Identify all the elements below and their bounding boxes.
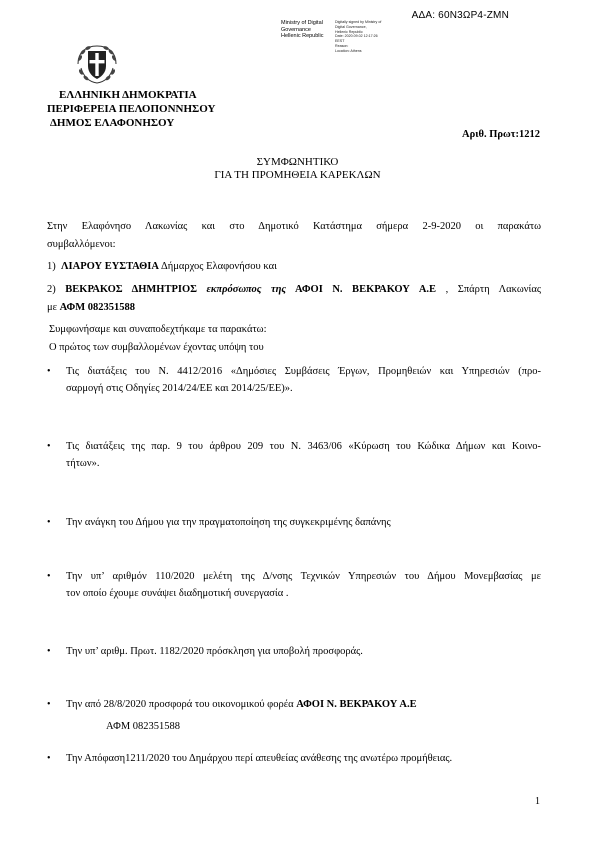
list-item-text: Την Απόφαση1211/2020 του Δημάρχου περί απευθείας ανάθεσης της ανωτέρω προμήθειας. bbox=[66, 753, 453, 764]
party-number: 1) bbox=[47, 261, 56, 272]
bullet-icon: • bbox=[47, 571, 51, 582]
page-number: 1 bbox=[535, 796, 540, 807]
document-title: ΣΥΜΦΩΝΗΤΙΚΟ bbox=[256, 156, 339, 168]
list-item bbox=[47, 514, 541, 532]
signature-detail-line: EEST bbox=[335, 39, 345, 44]
bullet-icon: • bbox=[47, 646, 51, 657]
signature-detail-line: Digitally signed by Ministry of bbox=[335, 20, 382, 24]
protocol-number: Αριθ. Πρωτ:1212 bbox=[462, 129, 540, 140]
signature-detail-line: Reason: bbox=[335, 43, 349, 48]
first-party-statement: Ο πρώτος των συμβαλλομένων έχοντας υπόψη του bbox=[49, 342, 264, 353]
afm-prefix: με bbox=[47, 302, 60, 313]
afm-number: ΑΦΜ 082351588 bbox=[59, 302, 135, 313]
ada-code: ΑΔΑ: 60Ν3ΩΡ4-ΖΜΝ bbox=[411, 10, 509, 21]
list-item bbox=[47, 643, 541, 661]
party-1 bbox=[47, 258, 541, 275]
party-name: ΒΕΚΡΑΚΟΣ ΔΗΜΗΤΡΙΟΣ bbox=[65, 284, 197, 295]
list-item bbox=[47, 363, 541, 399]
list-item-text: τον οποίο έχουμε συνάψει διαδημοτική συνεργασία . bbox=[66, 588, 289, 599]
list-item-text: Τις διατάξεις της παρ. 9 του άρθρου 209 του Ν. 3463/06 «Κύρωση του Κώδικα Δήμων και Κοινο- bbox=[66, 441, 541, 452]
region-name: ΠΕΡΙΦΕΡΕΙΑ ΠΕΛΟΠΟΝΝΗΣΟΥ bbox=[47, 103, 216, 115]
bullet-icon: • bbox=[47, 753, 51, 764]
signature-issuer bbox=[281, 20, 324, 40]
list-item bbox=[47, 438, 541, 474]
digital-signature-block bbox=[281, 20, 511, 62]
country-name: ΕΛΛΗΝΙΚΗ ΔΗΜΟΚΡΑΤΙΑ bbox=[59, 89, 197, 101]
signature-detail-line: Location: Athens bbox=[335, 48, 362, 53]
signature-issuer-line: Hellenic Republic bbox=[281, 33, 324, 39]
list-item-text: Την υπ’ αριθμόν 110/2020 μελέτη της Δ/νσης Τεχνικών Υπηρεσιών του Δήμου Μονεμβασίας με bbox=[66, 571, 541, 582]
document-subtitle: ΓΙΑ ΤΗ ΠΡΟΜΗΘΕΙΑ ΚΑΡΕΚΛΩΝ bbox=[214, 169, 381, 181]
list-item bbox=[47, 696, 541, 736]
signature-detail-line: Digital Governance, bbox=[335, 24, 367, 29]
hellenic-republic-emblem-icon bbox=[72, 38, 122, 88]
signature-detail-line: Hellenic Republic bbox=[335, 29, 363, 34]
intro-line: συμβαλλόμενοι: bbox=[47, 239, 116, 250]
list-item bbox=[47, 750, 541, 768]
agreement-statement: Συμφωνήσαμε και συναποδεχτήκαμε τα παρακάτω: bbox=[49, 324, 267, 335]
municipality-name: ΔΗΜΟΣ ΕΛΑΦΟΝΗΣΟΥ bbox=[50, 117, 175, 129]
bullet-icon: • bbox=[47, 366, 51, 377]
party-2-afm bbox=[47, 299, 541, 316]
bullet-icon: • bbox=[47, 699, 51, 710]
party-location: , Σπάρτη Λακωνίας bbox=[436, 284, 542, 295]
party-name: ΛΙΑΡΟΥ ΕΥΣΤΑΘΙΑ bbox=[61, 261, 159, 272]
list-item-text: Την ανάγκη του Δήμου για την πραγματοποίηση της συγκεκριμένης δαπάνης bbox=[66, 517, 391, 528]
bullet-icon: • bbox=[47, 517, 51, 528]
list-item-text-part: Την από 28/8/2020 προσφορά του οικονομικού φορέα bbox=[66, 699, 297, 710]
signature-issuer-line: Governance bbox=[281, 26, 311, 33]
signature-detail-line: Date: 2020.09.02 12:17:26 bbox=[335, 34, 378, 39]
party-role: εκπρόσωπος της bbox=[197, 284, 287, 295]
intro-line: Στην Ελαφόνησο Λακωνίας και στο Δημοτικό Κατάστημα σήμερα 2-9-2020 οι παρακάτω bbox=[47, 221, 541, 232]
signature-issuer-line: Ministry of Digital bbox=[281, 20, 323, 26]
party-number: 2) bbox=[47, 284, 56, 295]
list-item-text: τήτων». bbox=[66, 458, 100, 469]
list-item-text bbox=[66, 696, 541, 713]
company-name: ΑΦΟΙ Ν. ΒΕΚΡΑΚΟΥ Α.Ε bbox=[296, 699, 417, 710]
issuer-header bbox=[47, 88, 215, 130]
bullet-icon: • bbox=[47, 441, 51, 452]
list-item-text: Την υπ’ αριθμ. Πρωτ. 1182/2020 πρόσκληση για υποβολή προσφοράς. bbox=[66, 646, 363, 657]
party-2 bbox=[47, 281, 541, 298]
party-role: Δήμαρχος Ελαφονήσου και bbox=[158, 261, 277, 272]
list-item-text: σαρμογή στις Οδηγίες 2014/24/ΕΕ και 2014/25/ΕΕ)». bbox=[66, 383, 293, 394]
company-name: ΑΦΟΙ Ν. ΒΕΚΡΑΚΟΥ Α.Ε bbox=[286, 284, 437, 295]
afm-number: ΑΦΜ 082351588 bbox=[106, 721, 181, 732]
list-item bbox=[47, 568, 541, 604]
list-item-text: Τις διατάξεις του Ν. 4412/2016 «Δημόσιες Συμβάσεις Έργων, Προμηθειών και Υπηρεσιών (προ- bbox=[66, 366, 541, 377]
signature-details bbox=[335, 20, 381, 54]
